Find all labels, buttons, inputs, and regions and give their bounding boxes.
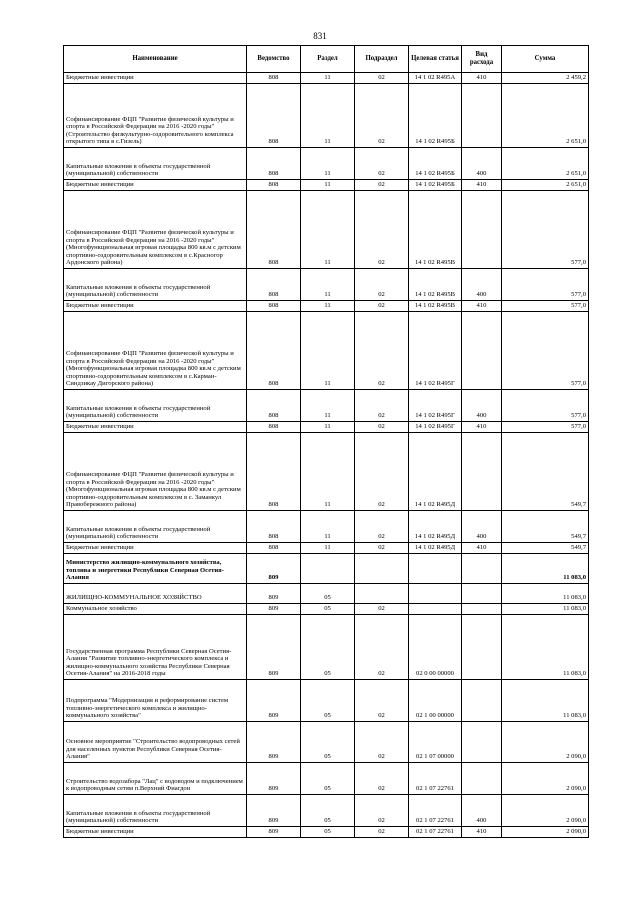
row-podrazdel-cell [355, 554, 409, 584]
row-vedomstvo-cell: 808 [247, 301, 301, 312]
row-target-article-cell: 02 1 07 22761 [409, 795, 462, 827]
row-sum-cell: 2 090,0 [502, 795, 589, 827]
row-name-cell: Министерство жилищно-коммунального хозяйства, топлива и энергетики Республики Северная Осетия-Алания [64, 554, 247, 584]
row-name-cell: Софинансирование ФЦП "Развитие физической культуры и спорта в Российской Федерации на 2016 -2020 годы" (Многофункциональная игровая площадка 800 кв.м с детским спортивно-оздоровительным комплексом в с.Карман-Синдзикау Дигорского района) [64, 312, 247, 390]
row-target-article-cell: 02 1 00 00000 [409, 680, 462, 722]
table-row [64, 584, 589, 604]
row-podrazdel-cell: 02 [355, 543, 409, 554]
row-name-cell: Софинансирование ФЦП "Развитие физической культуры и спорта в Российской Федерации на 2016 -2020 годы" (Строительство физкультурно-оздоровительного комплекса открытого типа в с.Гизель) [64, 84, 247, 148]
row-podrazdel-cell: 02 [355, 301, 409, 312]
column-header-razdel: Раздел [301, 46, 355, 73]
row-razdel-cell: 11 [301, 511, 355, 543]
row-target-article-cell: 14 1 02 R495Г [409, 312, 462, 390]
row-razdel-cell: 05 [301, 615, 355, 680]
row-name-cell: Бюджетные инвестиции [64, 301, 247, 312]
row-sum-cell: 577,0 [502, 422, 589, 433]
column-header-sum: Сумма [502, 46, 589, 73]
row-podrazdel-cell: 02 [355, 795, 409, 827]
row-expense-type-cell [462, 763, 502, 795]
table-header-row [64, 46, 589, 73]
row-sum-cell: 11 083,0 [502, 604, 589, 615]
row-sum-cell: 11 083,0 [502, 584, 589, 604]
table-row [64, 180, 589, 191]
row-vedomstvo-cell: 808 [247, 191, 301, 269]
row-vedomstvo-cell: 809 [247, 554, 301, 584]
row-expense-type-cell [462, 312, 502, 390]
row-target-article-cell [409, 584, 462, 604]
row-expense-type-cell [462, 584, 502, 604]
row-razdel-cell: 05 [301, 795, 355, 827]
row-razdel-cell: 05 [301, 604, 355, 615]
row-sum-cell: 2 090,0 [502, 827, 589, 838]
row-expense-type-cell: 400 [462, 511, 502, 543]
row-expense-type-cell [462, 84, 502, 148]
row-expense-type-cell [462, 680, 502, 722]
table-row [64, 680, 589, 722]
row-razdel-cell: 11 [301, 73, 355, 84]
column-header-podrazdel: Подраздел [355, 46, 409, 73]
row-vedomstvo-cell: 808 [247, 422, 301, 433]
row-podrazdel-cell: 02 [355, 390, 409, 422]
row-target-article-cell: 14 1 02 R495Б [409, 148, 462, 180]
row-podrazdel-cell: 02 [355, 604, 409, 615]
row-target-article-cell: 14 1 02 R495Д [409, 433, 462, 511]
table-row [64, 827, 589, 838]
row-name-cell: Государственная программа Республики Северная Осетия-Алания "Развитие топливно-энергетического комплекса и жилищно-коммунального хозяйства Республики Северная Осетия-Алания" на 2016-2018 годы [64, 615, 247, 680]
row-sum-cell: 11 083,0 [502, 554, 589, 584]
row-name-cell: Софинансирование ФЦП "Развитие физической культуры и спорта в Российской Федерации на 2016 -2020 годы" (Многофункциональная игровая площадка 800 кв.м с детским спортивно-оздоровительным комплексом в с.Красногор Ардонского района) [64, 191, 247, 269]
row-expense-type-cell [462, 433, 502, 511]
row-podrazdel-cell: 02 [355, 433, 409, 511]
column-header-name: Наименование [64, 46, 247, 73]
row-razdel-cell: 11 [301, 180, 355, 191]
table-row [64, 148, 589, 180]
row-name-cell: Подпрограмма "Модернизация и реформирование систем топливно-энергетического комплекса и жилищно-коммунального хозяйства" [64, 680, 247, 722]
row-target-article-cell [409, 554, 462, 584]
row-expense-type-cell: 410 [462, 301, 502, 312]
row-name-cell: Капитальные вложения в объекты государственной (муниципальной) собственности [64, 148, 247, 180]
row-target-article-cell: 02 1 07 22761 [409, 763, 462, 795]
row-expense-type-cell: 400 [462, 795, 502, 827]
column-header-target-article: Целевая статья [409, 46, 462, 73]
table-row [64, 390, 589, 422]
row-expense-type-cell: 410 [462, 827, 502, 838]
row-vedomstvo-cell: 809 [247, 584, 301, 604]
row-razdel-cell: 11 [301, 422, 355, 433]
row-expense-type-cell: 400 [462, 148, 502, 180]
row-name-cell: ЖИЛИЩНО-КОММУНАЛЬНОЕ ХОЗЯЙСТВО [64, 584, 247, 604]
table-row [64, 543, 589, 554]
table-row [64, 269, 589, 301]
row-vedomstvo-cell: 809 [247, 722, 301, 763]
row-podrazdel-cell: 02 [355, 180, 409, 191]
row-name-cell: Бюджетные инвестиции [64, 543, 247, 554]
row-razdel-cell: 11 [301, 433, 355, 511]
row-vedomstvo-cell: 808 [247, 433, 301, 511]
row-razdel-cell: 11 [301, 269, 355, 301]
table-row [64, 763, 589, 795]
row-vedomstvo-cell: 808 [247, 543, 301, 554]
row-name-cell: Капитальные вложения в объекты государственной (муниципальной) собственности [64, 511, 247, 543]
row-expense-type-cell: 400 [462, 390, 502, 422]
row-podrazdel-cell: 02 [355, 148, 409, 180]
row-expense-type-cell [462, 615, 502, 680]
row-expense-type-cell: 410 [462, 73, 502, 84]
table-body [64, 73, 589, 838]
row-sum-cell: 2 651,0 [502, 148, 589, 180]
row-expense-type-cell [462, 554, 502, 584]
row-name-cell: Основное мероприятие "Строительство водопроводных сетей для населенных пунктов Республики Северная Осетия-Алания" [64, 722, 247, 763]
table-row [64, 433, 589, 511]
row-target-article-cell: 14 1 02 R495Д [409, 543, 462, 554]
row-name-cell: Бюджетные инвестиции [64, 73, 247, 84]
row-sum-cell: 2 459,2 [502, 73, 589, 84]
row-target-article-cell: 14 1 02 R495Г [409, 390, 462, 422]
row-name-cell: Бюджетные инвестиции [64, 827, 247, 838]
row-sum-cell: 549,7 [502, 433, 589, 511]
row-razdel-cell: 05 [301, 763, 355, 795]
table-row [64, 615, 589, 680]
row-expense-type-cell: 410 [462, 180, 502, 191]
row-expense-type-cell: 410 [462, 422, 502, 433]
table-row [64, 511, 589, 543]
row-sum-cell: 11 083,0 [502, 615, 589, 680]
row-name-cell: Бюджетные инвестиции [64, 180, 247, 191]
table-row [64, 422, 589, 433]
row-razdel-cell: 11 [301, 312, 355, 390]
row-target-article-cell: 14 1 02 R495Б [409, 84, 462, 148]
row-sum-cell: 2 090,0 [502, 722, 589, 763]
table-row [64, 604, 589, 615]
row-razdel-cell: 11 [301, 84, 355, 148]
row-target-article-cell: 14 1 02 R495A [409, 73, 462, 84]
row-vedomstvo-cell: 809 [247, 680, 301, 722]
row-sum-cell: 577,0 [502, 269, 589, 301]
row-target-article-cell: 02 1 07 00000 [409, 722, 462, 763]
table-row [64, 795, 589, 827]
row-razdel-cell: 11 [301, 191, 355, 269]
row-target-article-cell: 14 1 02 R495Д [409, 511, 462, 543]
row-vedomstvo-cell: 809 [247, 763, 301, 795]
row-vedomstvo-cell: 808 [247, 390, 301, 422]
row-expense-type-cell [462, 191, 502, 269]
row-name-cell: Капитальные вложения в объекты государственной (муниципальной) собственности [64, 390, 247, 422]
column-header-vedomstvo: Ведомство [247, 46, 301, 73]
row-target-article-cell: 14 1 02 R495В [409, 191, 462, 269]
row-vedomstvo-cell: 809 [247, 795, 301, 827]
table-row [64, 312, 589, 390]
row-sum-cell: 2 090,0 [502, 763, 589, 795]
row-name-cell: Софинансирование ФЦП "Развитие физической культуры и спорта в Российской Федерации на 2016 -2020 годы" (Многофункциональная игровая площадка 800 кв.м с детским спортивно-оздоровительным комплексом в с. Заманкул Правобережного района) [64, 433, 247, 511]
row-sum-cell: 11 083,0 [502, 680, 589, 722]
row-target-article-cell: 14 1 02 R495Г [409, 422, 462, 433]
row-podrazdel-cell: 02 [355, 422, 409, 433]
row-target-article-cell [409, 604, 462, 615]
row-name-cell: Бюджетные инвестиции [64, 422, 247, 433]
table-row [64, 84, 589, 148]
table-row [64, 73, 589, 84]
table-row [64, 722, 589, 763]
row-razdel-cell: 11 [301, 148, 355, 180]
row-name-cell: Капитальные вложения в объекты государственной (муниципальной) собственности [64, 269, 247, 301]
row-podrazdel-cell: 02 [355, 191, 409, 269]
row-sum-cell: 577,0 [502, 301, 589, 312]
row-name-cell: Строительство водозабора "Лац" с водоводом и подключением к водопроводным сетям п.Верхний Фиагдон [64, 763, 247, 795]
row-target-article-cell: 02 0 00 00000 [409, 615, 462, 680]
row-vedomstvo-cell: 808 [247, 84, 301, 148]
row-vedomstvo-cell: 808 [247, 73, 301, 84]
row-podrazdel-cell: 02 [355, 269, 409, 301]
table-row [64, 301, 589, 312]
column-header-expense-type: Вид расхода [462, 46, 502, 73]
row-razdel-cell [301, 554, 355, 584]
row-expense-type-cell: 410 [462, 543, 502, 554]
row-name-cell: Коммунальное хозяйство [64, 604, 247, 615]
row-expense-type-cell [462, 722, 502, 763]
row-vedomstvo-cell: 808 [247, 312, 301, 390]
row-vedomstvo-cell: 808 [247, 180, 301, 191]
row-sum-cell: 577,0 [502, 312, 589, 390]
row-target-article-cell: 14 1 02 R495В [409, 269, 462, 301]
row-razdel-cell: 11 [301, 543, 355, 554]
row-sum-cell: 549,7 [502, 543, 589, 554]
row-razdel-cell: 11 [301, 301, 355, 312]
page-number: 831 [313, 31, 327, 41]
budget-table [63, 45, 589, 838]
row-podrazdel-cell: 02 [355, 827, 409, 838]
row-razdel-cell: 05 [301, 827, 355, 838]
row-expense-type-cell [462, 604, 502, 615]
row-razdel-cell: 11 [301, 390, 355, 422]
row-podrazdel-cell: 02 [355, 84, 409, 148]
row-podrazdel-cell: 02 [355, 615, 409, 680]
row-sum-cell: 577,0 [502, 191, 589, 269]
row-sum-cell: 577,0 [502, 390, 589, 422]
row-podrazdel-cell: 02 [355, 312, 409, 390]
row-name-cell: Капитальные вложения в объекты государственной (муниципальной) собственности [64, 795, 247, 827]
row-target-article-cell: 02 1 07 22761 [409, 827, 462, 838]
row-podrazdel-cell: 02 [355, 511, 409, 543]
row-expense-type-cell: 400 [462, 269, 502, 301]
row-sum-cell: 2 651,0 [502, 84, 589, 148]
row-sum-cell: 549,7 [502, 511, 589, 543]
row-vedomstvo-cell: 808 [247, 148, 301, 180]
row-podrazdel-cell: 02 [355, 680, 409, 722]
row-podrazdel-cell: 02 [355, 73, 409, 84]
row-podrazdel-cell [355, 584, 409, 604]
row-vedomstvo-cell: 809 [247, 827, 301, 838]
table-row [64, 554, 589, 584]
row-vedomstvo-cell: 808 [247, 269, 301, 301]
row-podrazdel-cell: 02 [355, 722, 409, 763]
row-razdel-cell: 05 [301, 680, 355, 722]
table-row [64, 191, 589, 269]
row-target-article-cell: 14 1 02 R495Б [409, 180, 462, 191]
row-sum-cell: 2 651,0 [502, 180, 589, 191]
row-podrazdel-cell: 02 [355, 763, 409, 795]
row-vedomstvo-cell: 809 [247, 604, 301, 615]
row-razdel-cell: 05 [301, 722, 355, 763]
row-vedomstvo-cell: 809 [247, 615, 301, 680]
row-target-article-cell: 14 1 02 R495В [409, 301, 462, 312]
row-vedomstvo-cell: 808 [247, 511, 301, 543]
row-razdel-cell: 05 [301, 584, 355, 604]
